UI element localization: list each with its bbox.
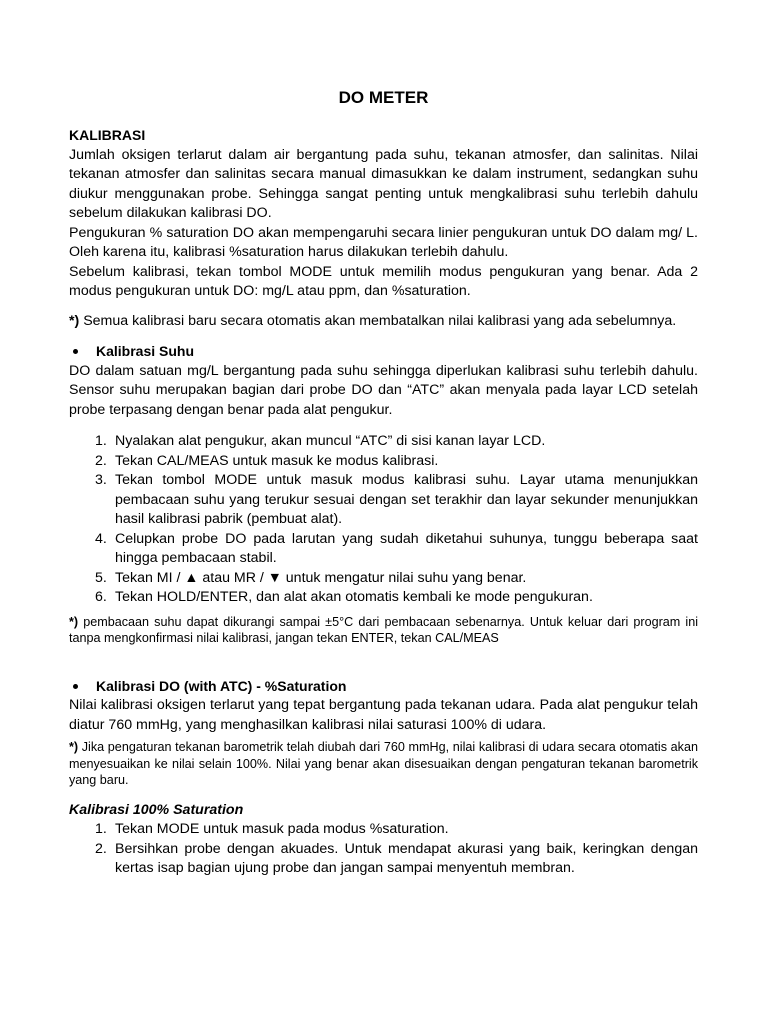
list-item-text: Tekan MI / ▲ atau MR / ▼ untuk mengatur nilai suhu yang benar. bbox=[115, 569, 527, 586]
list-item bbox=[69, 569, 698, 589]
note-marker: *) bbox=[69, 614, 79, 629]
list-item bbox=[69, 840, 698, 879]
list-item-text: Tekan tombol MODE untuk masuk modus kalibrasi suhu. Layar utama menunjukkan pembacaan suhu yang terukur sesuai dengan set terakhir dan layar sekunder menunjukkan hasil kalibrasi pabrik (pembuat alat). bbox=[115, 472, 698, 527]
list-item-number: 6. bbox=[95, 589, 107, 605]
bullet-heading-do-atc bbox=[69, 677, 698, 697]
do-atc-intro: Nilai kalibrasi oksigen terlarut yang tepat bergantung pada tekanan udara. Pada alat pengukur telah diatur 760 mmHg, yang menghasilkan kalibrasi nilai saturasi 100% di udara. bbox=[69, 697, 698, 733]
do-atc-note bbox=[69, 739, 698, 789]
list-item bbox=[69, 530, 698, 569]
page-title: DO METER bbox=[338, 88, 429, 107]
kalibrasi-paragraph-3: Sebelum kalibrasi, tekan tombol MODE untuk memilih modus pengukuran yang benar. Ada 2 modus pengukuran untuk DO: mg/L atau ppm, dan %saturation. bbox=[69, 263, 698, 299]
list-item-text: Tekan MODE untuk masuk pada modus %saturation. bbox=[115, 821, 449, 837]
list-item-number: 4. bbox=[95, 530, 107, 547]
saturation-steps-list bbox=[69, 820, 698, 879]
list-item bbox=[69, 820, 698, 840]
section-heading-kalibrasi: KALIBRASI bbox=[69, 127, 146, 143]
list-item-text: Bersihkan probe dengan akuades. Untuk mendapat akurasi yang baik, keringkan dengan kertas isap bagian ujung probe dan jangan sampai menyentuh membran. bbox=[115, 840, 698, 876]
bullet-heading-label: Kalibrasi DO (with ATC) - %Saturation bbox=[96, 677, 347, 694]
list-item bbox=[69, 432, 698, 452]
subheading-100-saturation: Kalibrasi 100% Saturation bbox=[69, 801, 244, 818]
suhu-note bbox=[69, 614, 698, 647]
note-marker: *) bbox=[69, 312, 80, 329]
note-text: pembacaan suhu dapat dikurangi sampai ±5°C dari pembacaan sebenarnya. Untuk keluar dari program ini tanpa mengkonfirmasi nilai kalibrasi, jangan tekan ENTER, tekan CAL/MEAS bbox=[69, 614, 698, 645]
list-item bbox=[69, 588, 698, 608]
kalibrasi-note bbox=[69, 312, 698, 332]
bullet-heading-label: Kalibrasi Suhu bbox=[96, 343, 195, 359]
kalibrasi-paragraph-1: Jumlah oksigen terlarut dalam air bergantung pada suhu, tekanan atmosfer, dan salinitas. Nilai tekanan atmosfer dan salinitas secara manual dimasukkan ke dalam instrument, sedangkan suhu diukur menggunakan probe. Sehingga sangat penting untuk mengkalibrasi suhu terlebih dahulu sebelum dilakukan kalibrasi DO. bbox=[69, 146, 698, 221]
bullet-icon bbox=[73, 349, 78, 354]
suhu-intro: DO dalam satuan mg/L bergantung pada suhu sehingga diperlukan kalibrasi suhu terlebih dahulu. Sensor suhu merupakan bagian dari probe DO dan “ATC” akan menyala pada layar LCD setelah probe terpasang dengan benar pada alat pengukur. bbox=[69, 362, 698, 418]
list-item-text: Tekan HOLD/ENTER, dan alat akan otomatis kembali ke mode pengukuran. bbox=[115, 589, 593, 605]
list-item-number: 1. bbox=[95, 821, 107, 837]
list-item bbox=[69, 452, 698, 472]
suhu-steps-list bbox=[69, 432, 698, 608]
list-item-text: Nyalakan alat pengukur, akan muncul “ATC” di sisi kanan layar LCD. bbox=[115, 433, 546, 449]
list-item-number: 2. bbox=[95, 840, 107, 857]
note-text: Semua kalibrasi baru secara otomatis akan membatalkan nilai kalibrasi yang ada sebelumnya. bbox=[79, 312, 677, 329]
bullet-icon bbox=[73, 684, 78, 689]
list-item-text: Celupkan probe DO pada larutan yang sudah diketahui suhunya, tunggu beberapa saat hingga pembacaan stabil. bbox=[115, 530, 698, 566]
list-item-number: 1. bbox=[95, 433, 107, 449]
bullet-heading-suhu bbox=[69, 342, 698, 362]
list-item-text: Tekan CAL/MEAS untuk masuk ke modus kalibrasi. bbox=[115, 452, 439, 469]
list-item bbox=[69, 471, 698, 530]
note-text: Jika pengaturan tekanan barometrik telah diubah dari 760 mmHg, nilai kalibrasi di udara secara otomatis akan menyesuaikan ke nilai selain 100%. Nilai yang benar akan disesuaikan dengan pengaturan tekanan barometrik yang baru. bbox=[69, 740, 698, 787]
list-item-number: 3. bbox=[95, 472, 107, 488]
document-content bbox=[69, 88, 698, 879]
list-item-number: 2. bbox=[95, 452, 107, 469]
kalibrasi-paragraph-2: Pengukuran % saturation DO akan mempengaruhi secara linier pengukuran untuk DO dalam mg/ L. Oleh karena itu, kalibrasi %saturation harus dilakukan terlebih dahulu. bbox=[69, 224, 698, 260]
note-marker: *) bbox=[69, 740, 79, 754]
list-item-number: 5. bbox=[95, 569, 107, 586]
